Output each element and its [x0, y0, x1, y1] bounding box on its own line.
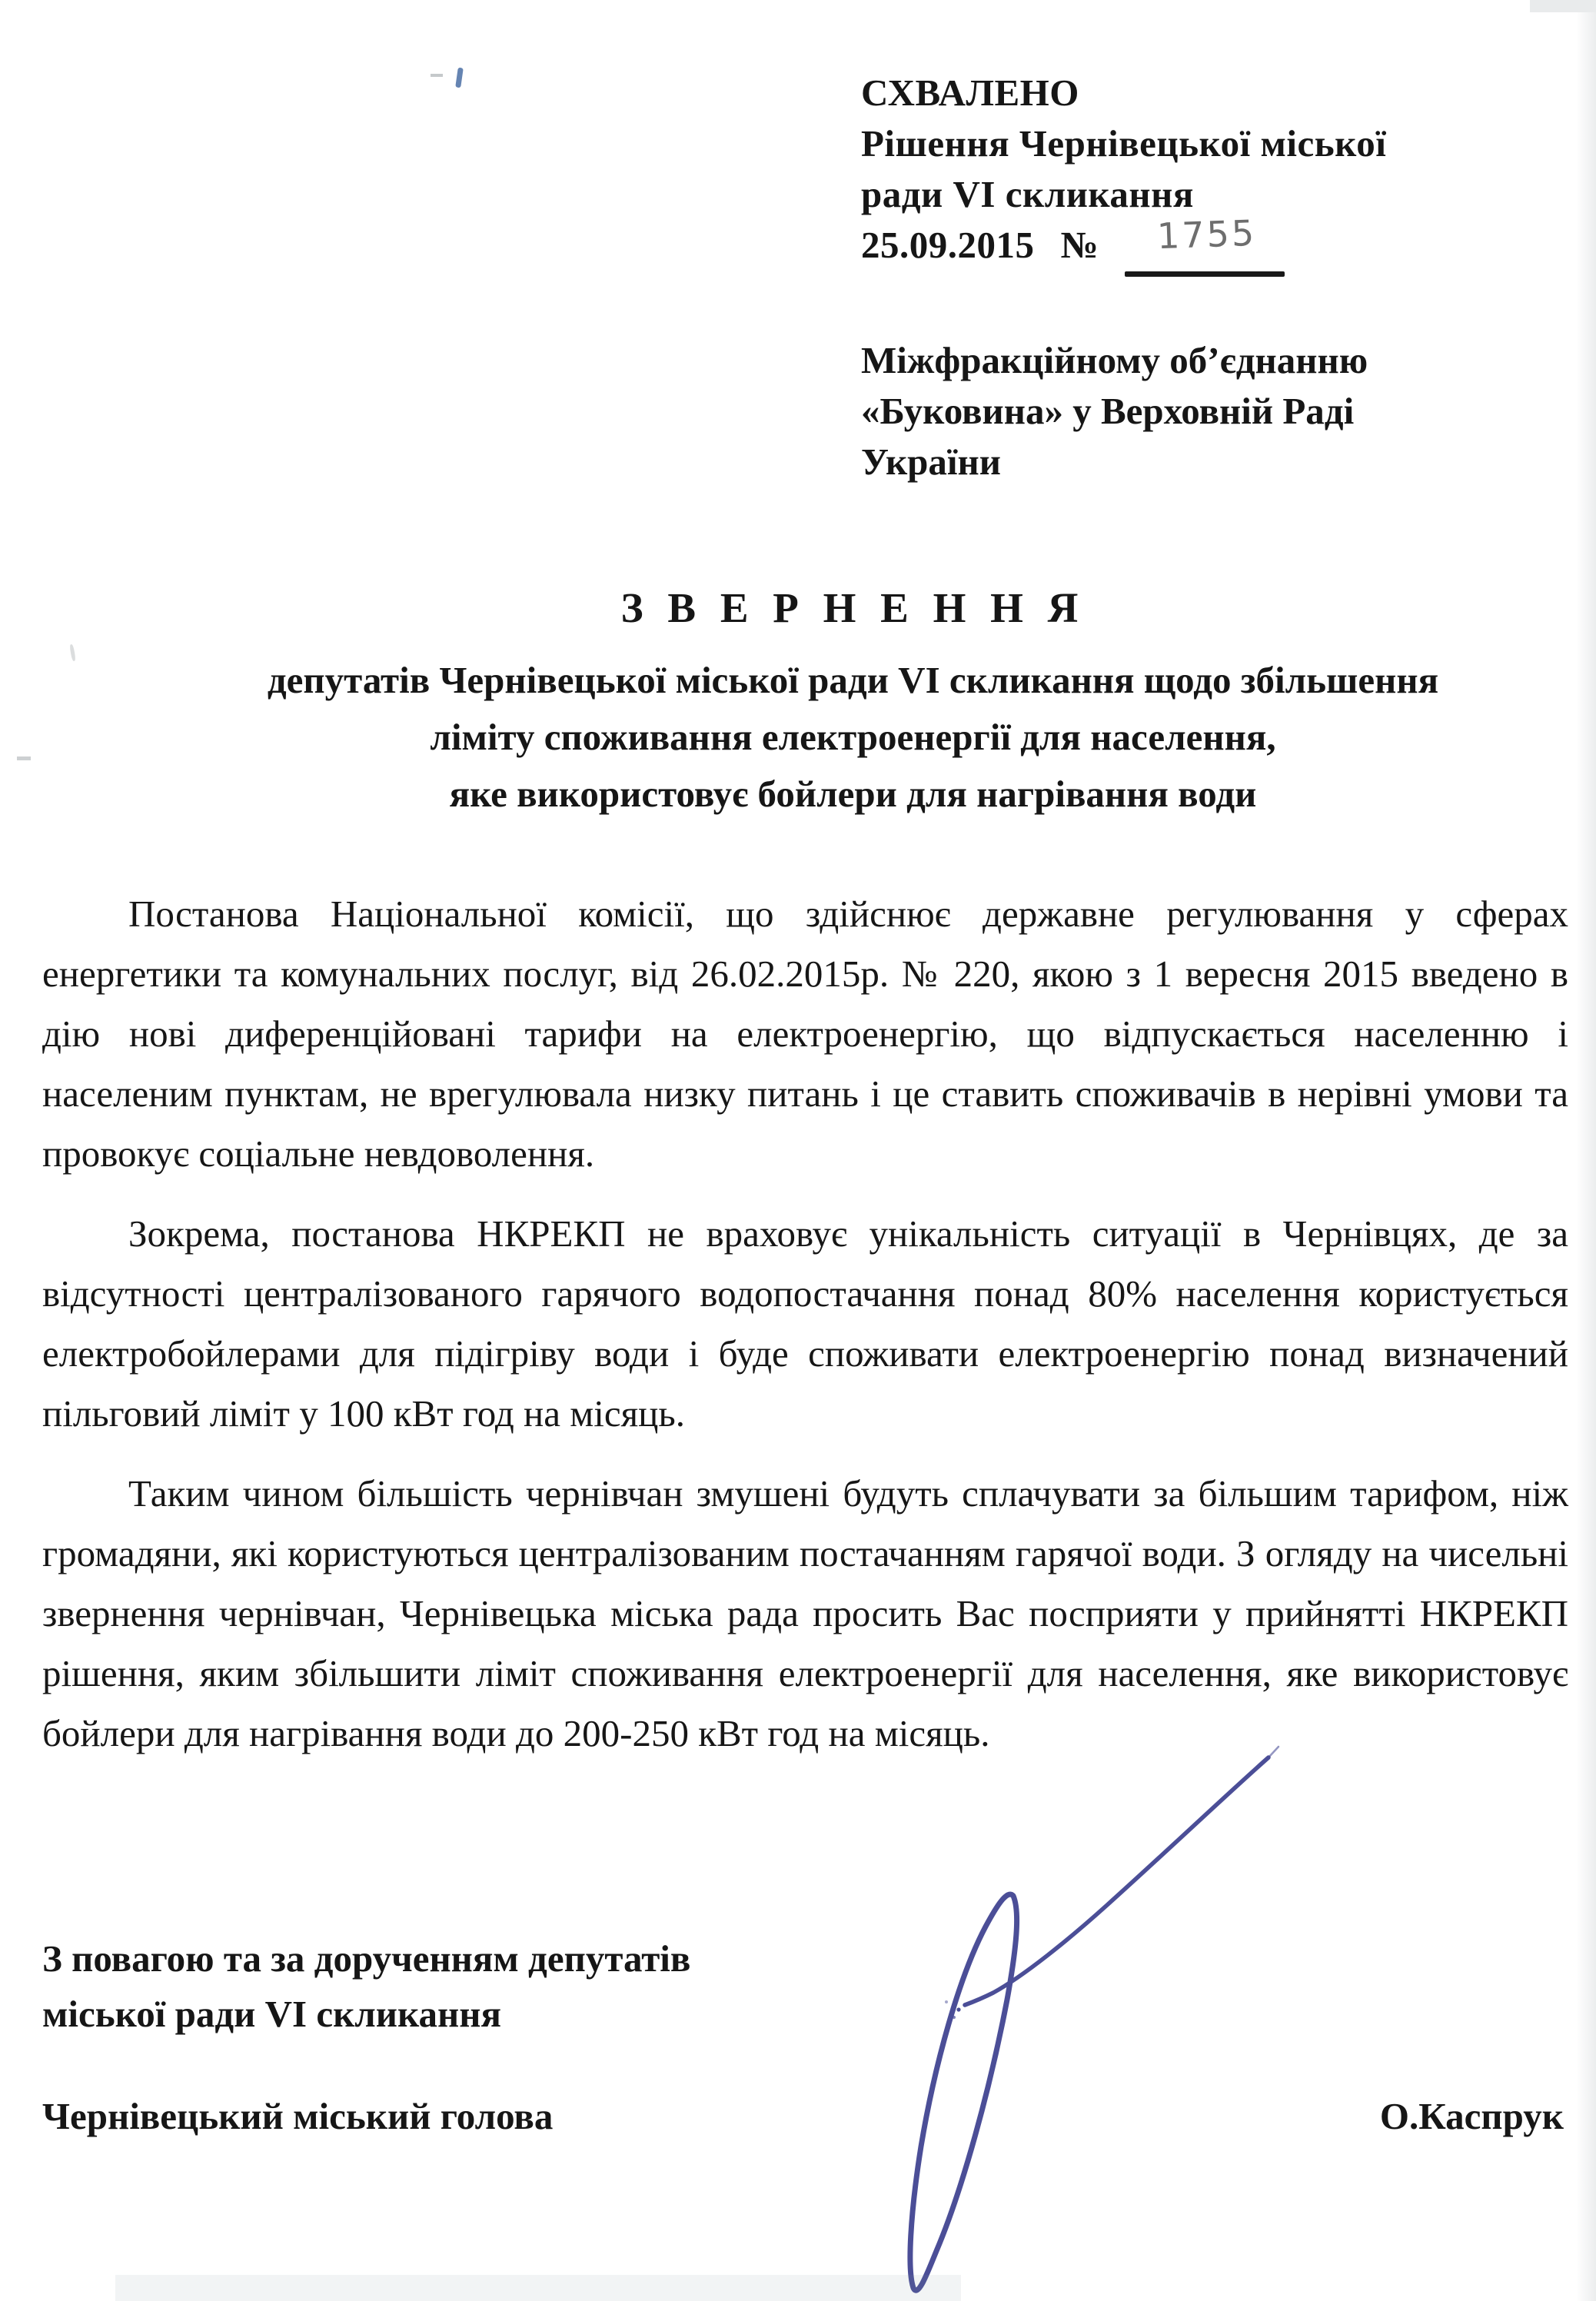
- closing-line-1: З повагою та за дорученням депутатів: [42, 1937, 691, 1980]
- signer-name: О.Каспрук: [1379, 2095, 1564, 2137]
- scan-noise-dash: [431, 74, 443, 77]
- signature-row: [42, 2094, 1564, 2138]
- scan-noise-mark: [69, 644, 76, 662]
- paragraph-2: Зокрема, постанова НКРЕКП не враховує унікальність ситуації в Чернівцях, де за відсутності централізованого гарячого водопостачання понад 80% населення користується електробойлерами для підігріву води і буде споживати електроенергію понад визначений пільговий ліміт у 100 кВт год на місяць.: [42, 1212, 1568, 1435]
- approval-block: [861, 68, 1565, 271]
- document-number-slot: [1125, 211, 1290, 271]
- number-underline: [1125, 271, 1285, 277]
- document-title-block: [90, 584, 1596, 823]
- handwritten-document-number: 1755: [1156, 211, 1258, 258]
- signer-position: Чернівецький міський голова: [42, 2095, 554, 2137]
- approval-date-row: [861, 211, 1565, 271]
- closing-block: [42, 1931, 1042, 2042]
- number-sign: №: [1060, 224, 1099, 266]
- addressee-block: [861, 335, 1565, 487]
- scan-noise-dash: [17, 756, 31, 760]
- letter-body: [42, 884, 1568, 1784]
- addressee-line-1: Міжфракційному об’єднанню: [861, 339, 1368, 381]
- approval-word: СХВАЛЕНО: [861, 71, 1079, 114]
- scan-bottom-band: [115, 2275, 961, 2301]
- addressee-line-2: «Буковина» у Верховній Раді: [861, 390, 1355, 432]
- scan-edge-shadow: [1576, 0, 1596, 2301]
- closing-line-2: міської ради VI скликання: [42, 1993, 501, 2035]
- title-subline-2: ліміту споживання електроенергії для населення,: [430, 716, 1276, 758]
- stray-ink-tick: [455, 68, 464, 88]
- approval-council-line: ради VI скликання: [861, 173, 1194, 215]
- scan-corner-artifact: [1530, 0, 1596, 12]
- approval-decision-line: Рішення Чернівецької міської: [861, 122, 1387, 165]
- document-title: З В Е Р Н Е Н Н Я: [620, 584, 1086, 631]
- paragraph-3: Таким чином більшість чернівчан змушені будуть сплачувати за більшим тарифом, ніж громадяни, які користуються централізованим постачанням гарячої води. З огляду на чисельні звернення чернівчан, Чернівецька міська рада просить Вас посприяти у прийнятті НКРЕКП рішення, яким збільшити ліміт споживання електроенергії для населення, яке використовує бойлери для нагрівання води до 200-250 кВт год на місяць.: [42, 1472, 1568, 1754]
- addressee-line-3: України: [861, 441, 1002, 483]
- title-subline-1: депутатів Чернівецької міської ради VI скликання щодо збільшення: [267, 659, 1439, 701]
- title-subline-3: яке використовує бойлери для нагрівання води: [449, 773, 1257, 815]
- paragraph-1: Постанова Національної комісії, що здійснює державне регулювання у сферах енергетики та комунальних послуг, від 26.02.2015р. № 220, якою з 1 вересня 2015 введено в дію нові диференційовані тарифи на електроенергію, що відпускається населенню і населеним пунктам, не врегулювала низку питань і це ставить споживачів в нерівні умови та провокує соціальне невдоволення.: [42, 893, 1568, 1175]
- approval-date: 25.09.2015: [861, 224, 1035, 266]
